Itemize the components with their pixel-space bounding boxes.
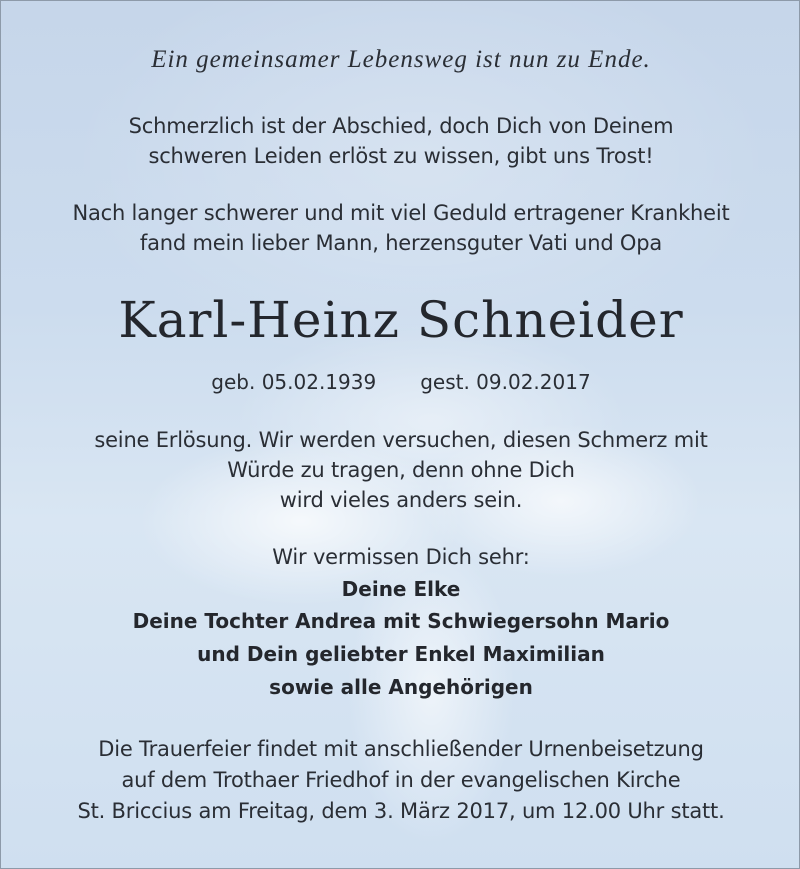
mourners-intro: Wir vermissen Dich sehr: [272,545,530,569]
funeral-line-2: auf dem Trothaer Friedhof in der evangelischen Kirche [121,768,681,792]
mourner-name: Deine Elke [341,577,461,601]
announcement-line-1: Nach langer schwerer und mit viel Geduld ertragener Krankheit [72,201,730,225]
message-line-1: seine Erlösung. Wir werden versuchen, diesen Schmerz mit [94,428,708,452]
mourner-name: und Dein geliebter Enkel Maximilian [197,642,605,666]
announcement-line-2: fand mein lieber Mann, herzensguter Vati und Opa [139,231,663,255]
intro-line: Ein gemeinsamer Lebensweg ist nun zu Ende. [151,46,651,73]
mourner-name: Deine Tochter Andrea mit Schwiegersohn Mario [132,609,670,633]
funeral-line-1: Die Trauerfeier findet mit anschließender Urnenbeisetzung [98,737,704,761]
message-line-3: wird vieles anders sein. [279,488,523,512]
life-dates [1,370,800,394]
mourner-name: sowie alle Angehörigen [269,675,533,699]
verse-line-2: schweren Leiden erlöst zu wissen, gibt uns Trost! [148,144,654,168]
deceased-name: Karl-Heinz Schneider [118,291,684,349]
death-date: gest. 09.02.2017 [420,370,591,394]
verse-line-1: Schmerzlich ist der Abschied, doch Dich von Deinem [128,114,674,138]
funeral-line-3: St. Briccius am Freitag, dem 3. März 2017, um 12.00 Uhr statt. [77,799,725,823]
message-line-2: Würde zu tragen, denn ohne Dich [227,458,575,482]
birth-date: geb. 05.02.1939 [211,370,377,394]
